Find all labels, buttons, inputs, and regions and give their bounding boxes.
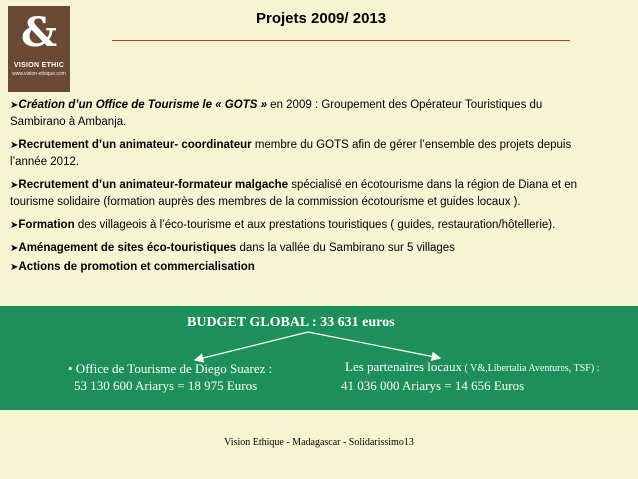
list-item [10, 177, 600, 211]
item-text: spécialisé en écotourisme dans la région de Diana et en tourisme solidaire (formation auprès des membres de la commission écotourisme et guides locaux ). [10, 179, 578, 208]
partners-list: ( V&,Libertalia Aventures, TSF) : [461, 363, 600, 374]
list-item [10, 217, 600, 234]
partners-label: Les partenaires locaux [345, 359, 462, 374]
arrow-bullet-icon: ➤ [10, 180, 19, 191]
item-bold: Aménagement de sites éco-touristiques [18, 242, 237, 254]
arrow-bullet-icon: ➤ [10, 100, 19, 111]
item-bold: Création d’un Office de Tourisme le « GOTS » [18, 99, 267, 111]
arrow-right-icon [308, 332, 440, 358]
office-block [68, 360, 272, 394]
title-underline [112, 40, 570, 41]
office-amount: 53 130 600 Ariarys = 18 975 Euros [74, 378, 258, 393]
list-item [10, 240, 600, 257]
logo-url: www.vision-ethique.com [12, 71, 66, 77]
item-text: membre du GOTS afin de gérer l’ensemble des projets depuis l’année 2012. [10, 139, 572, 168]
arrow-bullet-icon: ➤ [10, 262, 19, 273]
partners-block [341, 358, 600, 394]
bullet-list [10, 97, 600, 282]
arrow-left-icon [195, 332, 308, 360]
arrow-bullet-icon: ➤ [10, 220, 19, 231]
list-item [10, 259, 600, 276]
arrow-bullet-icon: ➤ [10, 243, 19, 254]
item-bold: Recrutement d’un animateur-formateur malgache [18, 179, 289, 191]
list-item [10, 137, 600, 171]
office-label: • Office de Tourisme de Diego Suarez : [68, 361, 273, 376]
item-text: des villageois à l’éco-tourisme et aux prestations touristiques ( guides, restauration/hôtellerie). [74, 219, 556, 231]
footer: Vision Ethique - Madagascar - Solidarissimo13 [224, 437, 414, 448]
item-bold: Formation [18, 219, 75, 231]
item-text: dans la vallée du Sambirano sur 5 villages [236, 242, 455, 254]
logo-name: VISION ETHIC [13, 62, 65, 69]
arrow-bullet-icon: ➤ [10, 140, 19, 151]
item-bold: Actions de promotion et commercialisation [18, 261, 255, 273]
item-bold: Recrutement d’un animateur- coordinateur [18, 139, 252, 151]
page-title: Projets 2009/ 2013 [256, 10, 387, 27]
list-item [10, 97, 600, 131]
logo-ampersand: & [20, 9, 58, 56]
vision-ethique-logo [8, 6, 70, 92]
budget-title: BUDGET GLOBAL : 33 631 euros [187, 315, 395, 330]
partners-amount: 41 036 000 Ariarys = 14 656 Euros [341, 378, 525, 393]
item-text: en 2009 : Groupement des Opérateur Touristiques du Sambirano à Ambanja. [10, 99, 543, 128]
